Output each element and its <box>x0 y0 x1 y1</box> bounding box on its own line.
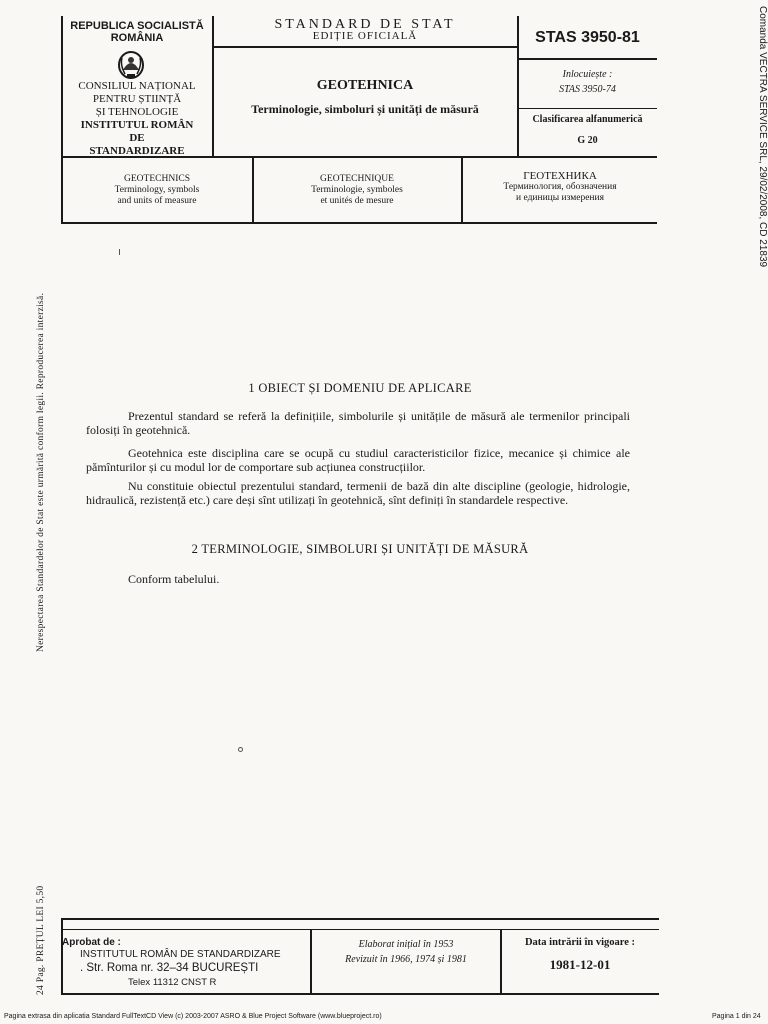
translations-left-border <box>61 156 63 224</box>
header-left-border <box>61 16 63 157</box>
country-line-1: REPUBLICA SOCIALISTĂ <box>70 20 204 32</box>
section-2-heading: 2 TERMINOLOGIE, SIMBOLURI ȘI UNITĂȚI DE MĂSURĂ <box>191 542 529 556</box>
stas-number: STAS 3950-81 <box>535 29 640 46</box>
approved-address: . Str. Roma nr. 32–34 BUCUREȘTI <box>80 962 259 974</box>
footer-bottom-line <box>61 993 659 995</box>
replaces-value: STAS 3950-74 <box>559 84 616 95</box>
footer-inner-line <box>61 929 659 930</box>
document-subtitle: Terminologie, simboluri și unități de măsură <box>251 102 479 116</box>
scan-mark <box>119 249 120 255</box>
coat-of-arms-emblem <box>117 50 145 80</box>
document-title: GEOTEHNICA <box>316 78 414 93</box>
page-footer-number: Pagina 1 din 24 <box>712 1013 761 1020</box>
replaces-label: Inlocuiește : <box>562 69 613 80</box>
institute-line-2: DE <box>129 132 145 144</box>
approved-telex: Telex 11312 CNST R <box>128 977 217 988</box>
classification-label: Clasificarea alfanumerică <box>532 114 643 125</box>
paragraph-1: Prezentul standard se referă la definițiile, simbolurile și unitățile de măsură ale termenilor principali folosiți în geotehnică. <box>86 409 630 437</box>
page-footer-source: Pagina extrasa din aplicatia Standard FullTextCD View (c) 2003-2007 ASRO & Blue Project Software (www.blueproject.ro) <box>4 1013 382 1020</box>
header-class-line <box>517 108 657 109</box>
paragraph-4: Conform tabelului. <box>128 572 220 586</box>
country-name <box>64 20 210 44</box>
translation-line: Терминология, обозначения <box>503 182 617 192</box>
translation-line: Terminologie, symboles <box>311 185 403 195</box>
left-margin-notice: Nerespectarea Standardelor de Stat este urmărită conform legii. Reproducerea interzisă. <box>36 292 46 652</box>
effective-date-label: Data intrării în vigoare : <box>524 937 636 948</box>
footer-left-border <box>61 918 63 995</box>
paragraph-2: Geotehnica este disciplina care se ocupă cu studiul caracteristicilor fizice, mecanice și chimice ale pămînturilor și cu modul lor de comportare sub acțiunea construcțiilor. <box>86 446 630 474</box>
header-stas-line <box>517 58 657 60</box>
header-standard-line <box>212 46 518 48</box>
right-margin-order: Comanda VECTRA SERVICE SRL, 29/02/2008, CD 21839 <box>757 6 768 268</box>
scan-mark <box>238 747 243 752</box>
elaborated-note: Elaborat inițial în 1953 <box>358 939 454 950</box>
council-line-2: PENTRU ȘTIINȚĂ <box>92 93 182 105</box>
translation-title: ГЕОТЕХНИКА <box>523 170 597 182</box>
paragraph-3: Nu constituie obiectul prezentului standard, termenii de bază din alte discipline (geologie, hidrologie, hidraulică, rezistență etc.) care deși sînt utilizați în geotehnică, sînt definiți în standardele respective. <box>86 479 630 507</box>
translation-line: Terminology, symbols <box>114 185 200 195</box>
translation-line: и единицы измерения <box>516 193 604 203</box>
standard-label: STANDARD DE STAT <box>274 17 456 32</box>
translation-title: GEOTECHNICS <box>124 174 190 184</box>
translation-french <box>255 174 459 207</box>
approved-label: Aprobat de : <box>62 937 121 948</box>
council-line-1: CONSILIUL NAȚIONAL <box>78 80 196 92</box>
translation-line: et unités de mesure <box>320 196 394 206</box>
country-line-2: ROMÂNIA <box>110 32 164 44</box>
edition-label: EDIȚIE OFICIALĂ <box>312 30 418 42</box>
institute-line-3: STANDARDIZARE <box>89 145 185 157</box>
institute-line-1: INSTITUTUL ROMÂN <box>80 119 194 131</box>
translation-russian <box>464 171 656 204</box>
translation-english <box>64 174 250 207</box>
effective-date-value: 1981-12-01 <box>549 957 611 972</box>
revised-note: Revizuit în 1966, 1974 și 1981 <box>345 954 467 965</box>
approved-institute: INSTITUTUL ROMÂN DE STANDARDIZARE <box>80 949 281 960</box>
translations-bottom-line <box>61 222 657 224</box>
council-name <box>64 80 210 119</box>
translation-line: and units of measure <box>117 196 197 206</box>
translations-divider-2 <box>461 156 463 224</box>
left-margin-price: 24 Pag. PREȚUL LEI 5,50 <box>36 885 46 995</box>
council-line-3: ȘI TEHNOLOGIE <box>95 106 179 118</box>
section-1-heading: 1 OBIECT ȘI DOMENIU DE APLICARE <box>248 381 472 395</box>
translation-title: GEOTECHNIQUE <box>320 174 394 184</box>
classification-value: G 20 <box>577 135 598 146</box>
institute-name <box>64 119 210 158</box>
footer-top-line <box>61 918 659 920</box>
translations-divider-1 <box>252 156 254 224</box>
